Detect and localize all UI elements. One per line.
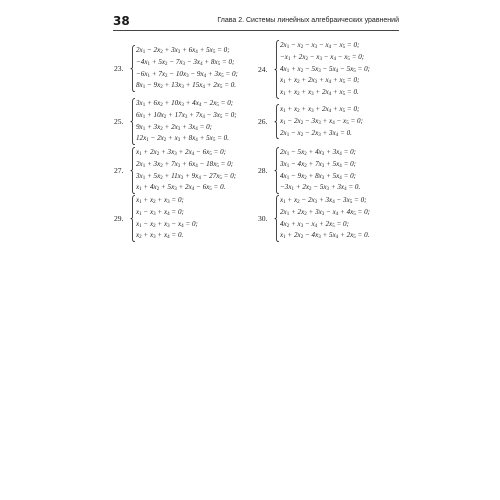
page-header (113, 14, 399, 31)
equation: $x_1 + 2x_2 + 3x_3 + 2x_4 - 6x_5 = 0$; (136, 148, 227, 157)
problem-number: 26. (258, 116, 268, 126)
problem-number: 30. (258, 213, 268, 223)
equation: $x_1 + x_2 - 2x_3 + 3x_4 - 3x_5 = 0$; (280, 196, 367, 205)
equation: $x_1 + x_2 + x_3 = 0$; (136, 196, 184, 205)
equation: $3x_1 + 6x_2 + 10x_3 + 4x_4 - 2x_5 = 0$; (136, 99, 234, 108)
equation: $4x_1 + x_2 - 5x_3 - 5x_4 - 5x_5 = 0$; (280, 64, 371, 74)
equation: $-6x_1 + 7x_2 - 10x_3 - 9x_4 + 3x_5 = 0$; (136, 69, 238, 79)
equation: $2x_1 + 2x_2 + 3x_3 - x_4 + 4x_5 = 0$; (280, 207, 371, 217)
equation: $x_1 + x_2 + x_3 + 2x_4 + x_5 = 0$; (280, 105, 360, 114)
equation-system (280, 104, 363, 139)
problem-number: 27. (114, 165, 124, 175)
equation: $3x_1 - 4x_2 + 7x_3 + 5x_4 = 0$; (280, 159, 357, 169)
equation: $2x_1 - 5x_2 + 4x_3 + 3x_4 = 0$; (280, 148, 357, 157)
equation: $x_1 + x_2 + x_3 + 2x_4 + x_5 = 0$. (280, 88, 359, 98)
problem-number: 25. (114, 116, 124, 126)
equation: $x_1 - x_2 + x_3 - x_4 = 0$; (136, 219, 198, 229)
equation: $2x_1 - x_2 - 2x_3 + 3x_4 = 0$. (280, 128, 352, 138)
equation-system (280, 195, 370, 242)
equation: $2x_1 - 2x_2 + 3x_3 + 6x_4 + 5x_5 = 0$; (136, 46, 230, 55)
problem-number: 24. (258, 64, 268, 74)
equation: $6x_1 + 10x_2 + 17x_3 + 7x_4 - 3x_5 = 0$; (136, 110, 237, 120)
equation-system (280, 40, 370, 99)
equation-system (136, 195, 198, 242)
equation: $2x_1 - x_2 - x_3 - x_4 - x_5 = 0$; (280, 41, 360, 50)
equation: $x_2 + x_3 + x_4 = 0$. (136, 231, 184, 241)
problem-number: 23. (114, 63, 124, 73)
equation: $x_1 - x_3 + x_4 = 0$; (136, 207, 184, 217)
problem-number: 29. (114, 213, 124, 223)
equation: $-4x_1 + 5x_2 - 7x_3 - 3x_4 + 8x_5 = 0$; (136, 57, 235, 67)
equation: $4x_2 + x_3 - x_4 + 2x_5 = 0$; (280, 219, 349, 229)
equation: $x_1 + x_2 + 2x_3 + x_4 + x_5 = 0$; (280, 76, 360, 86)
equation: $4x_1 - 9x_2 + 8x_3 + 5x_4 = 0$; (280, 171, 357, 181)
equation: $-3x_1 + 2x_2 - 5x_3 + 3x_4 = 0$. (280, 183, 361, 193)
equation: $x_1 + 4x_2 + 5x_3 + 2x_4 - 6x_5 = 0$. (136, 183, 226, 193)
equation: $9x_1 + 3x_2 + 2x_3 + 3x_4 = 0$; (136, 122, 213, 132)
equation: $8x_1 - 9x_2 + 13x_3 + 15x_4 + 2x_5 = 0$. (136, 81, 237, 91)
equation-system (136, 98, 237, 145)
problem-number: 28. (258, 165, 268, 175)
equation: $12x_1 - 2x_2 + x_3 + 8x_4 + 5x_5 = 0$. (136, 134, 229, 144)
page-number: 38 (113, 14, 130, 28)
equation-system (280, 147, 360, 194)
equation: $x_1 + 2x_2 - 4x_3 + 5x_4 + 2x_5 = 0$. (280, 231, 370, 241)
equation-system (136, 45, 238, 92)
equation: $2x_1 + 3x_2 + 7x_3 + 6x_4 - 18x_5 = 0$; (136, 159, 234, 169)
equation: $3x_1 + 5x_2 + 11x_3 + 9x_4 - 27x_5 = 0$; (136, 171, 237, 181)
equation: $-x_1 + 2x_2 - x_3 - x_4 - x_5 = 0$; (280, 52, 365, 62)
equation: $x_1 - 2x_2 - 3x_3 + x_4 - x_5 = 0$; (280, 116, 363, 126)
chapter-title: Глава 2. Системы линейных алгебраических уравнений (217, 17, 399, 24)
equation-system (136, 147, 236, 194)
